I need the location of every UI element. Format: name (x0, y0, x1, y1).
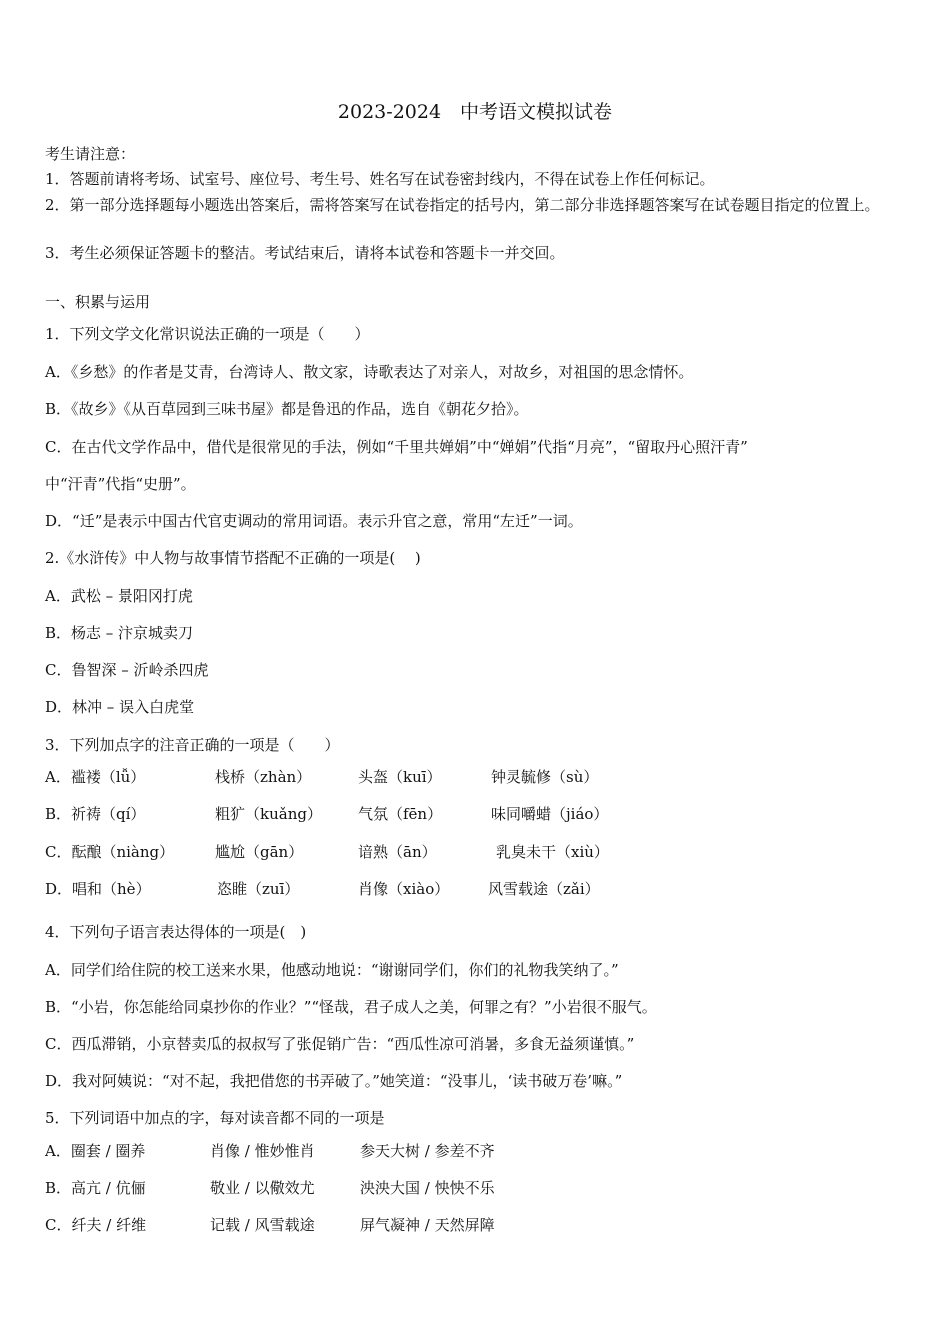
q5-c-item-2: 记载 / 风雪载途 (210, 1216, 315, 1234)
q1-option-c-line1: C．在古代文学作品中，借代是很常见的手法，例如“千里共婵娟”中“婵娟”代指“月亮”，“留取丹心照汗青” (45, 438, 748, 456)
q1-option-d: D．“迁”是表示中国古代官吏调动的常用词语。表示升官之意，常用“左迁”一词。 (45, 512, 583, 530)
q3-a-item-3: 头盔（kuī） (358, 768, 442, 786)
notice-item-2: 2．第一部分选择题每小题选出答案后，需将答案写在试卷指定的括号内，第二部分非选择题答案写在试卷题目指定的位置上。 (45, 196, 880, 214)
q3-b-item-3: 气氛（fēn） (358, 805, 443, 823)
q5-b-item-1: B．高亢 / 伉俪 (45, 1179, 146, 1197)
q2-option-d: D．林冲 – 误入白虎堂 (45, 698, 195, 716)
q1-option-a: A．《乡愁》的作者是艾青，台湾诗人、散文家，诗歌表达了对亲人，对故乡，对祖国的思念情怀。 (45, 363, 694, 381)
q5-c-item-1: C．纤夫 / 纤维 (45, 1216, 147, 1234)
q3-b-item-2: 粗犷（kuǎng） (215, 805, 322, 823)
section-heading: 一、积累与运用 (45, 293, 151, 311)
q3-c-item-3: 谙熟（ān） (358, 843, 437, 861)
q3-b-item-1: B．祈祷（qí） (45, 805, 146, 823)
q3-c-item-2: 尴尬（gān） (215, 843, 304, 861)
q5-a-item-2: 肖像 / 惟妙惟肖 (210, 1142, 315, 1160)
q4-option-d: D．我对阿姨说：“对不起，我把借您的书弄破了。”她笑道：“没事儿，‘读书破万卷’嘛。” (45, 1072, 623, 1090)
q4-option-b: B．“小岩，你怎能给同桌抄你的作业？”“怪哉，君子成人之美，何罪之有？”小岩很不服气。 (45, 998, 657, 1016)
q5-c-item-3: 屏气凝神 / 天然屏障 (360, 1216, 495, 1234)
notice-heading: 考生请注意： (45, 145, 136, 163)
q2-option-b: B．杨志 – 汴京城卖刀 (45, 624, 194, 642)
q2-stem: 2.《水浒传》中人物与故事情节搭配不正确的一项是( ) (45, 549, 421, 567)
q4-option-c: C．西瓜滞销，小京替卖瓜的叔叔写了张促销广告：“西瓜性凉可消暑，多食无益须谨慎。” (45, 1035, 635, 1053)
q1-option-b: B．《故乡》《从百草园到三味书屋》都是鲁迅的作品，选自《朝花夕拾》。 (45, 400, 529, 418)
q1-stem: 1．下列文学文化常识说法正确的一项是（ ） (45, 325, 370, 343)
q3-b-item-4: 味同嚼蜡（jiáo） (491, 805, 609, 823)
q3-d-item-3: 肖像（xiào） (358, 880, 450, 898)
q3-d-item-1: D．唱和（hè） (45, 880, 151, 898)
q3-a-item-2: 栈桥（zhàn） (215, 768, 312, 786)
q1-option-c-line2: 中“汗青”代指“史册”。 (45, 475, 196, 493)
q4-option-a: A．同学们给住院的校工送来水果，他感动地说：“谢谢同学们，你们的礼物我笑纳了。” (45, 961, 619, 979)
q3-d-item-4: 风雪载途（zǎi） (488, 880, 600, 898)
q5-a-item-1: A．圈套 / 圈养 (45, 1142, 146, 1160)
notice-item-3: 3．考生必须保证答题卡的整洁。考试结束后，请将本试卷和答题卡一并交回。 (45, 244, 565, 262)
page-title: 2023-2024 中考语文模拟试卷 (337, 101, 613, 123)
q2-option-c: C．鲁智深 – 沂岭杀四虎 (45, 661, 209, 679)
q3-d-item-2: 恣睢（zuī） (217, 880, 300, 898)
q4-stem: 4．下列句子语言表达得体的一项是( ) (45, 923, 307, 941)
q5-b-item-2: 敬业 / 以儆效尤 (210, 1179, 315, 1197)
q3-c-item-1: C．酝酿（niàng） (45, 843, 175, 861)
q3-stem: 3．下列加点字的注音正确的一项是（ ） (45, 736, 340, 754)
q5-b-item-3: 泱泱大国 / 怏怏不乐 (360, 1179, 495, 1197)
q5-stem: 5．下列词语中加点的字，每对读音都不同的一项是 (45, 1109, 385, 1127)
q3-c-item-4: 乳臭未干（xiù） (496, 843, 609, 861)
q2-option-a: A．武松 – 景阳冈打虎 (45, 587, 193, 605)
notice-item-1: 1．答题前请将考场、试室号、座位号、考生号、姓名写在试卷密封线内，不得在试卷上作任何标记。 (45, 170, 715, 188)
q3-a-item-1: A．褴褛（lǚ） (45, 768, 146, 786)
q3-a-item-4: 钟灵毓修（sù） (491, 768, 599, 786)
q5-a-item-3: 参天大树 / 参差不齐 (360, 1142, 495, 1160)
